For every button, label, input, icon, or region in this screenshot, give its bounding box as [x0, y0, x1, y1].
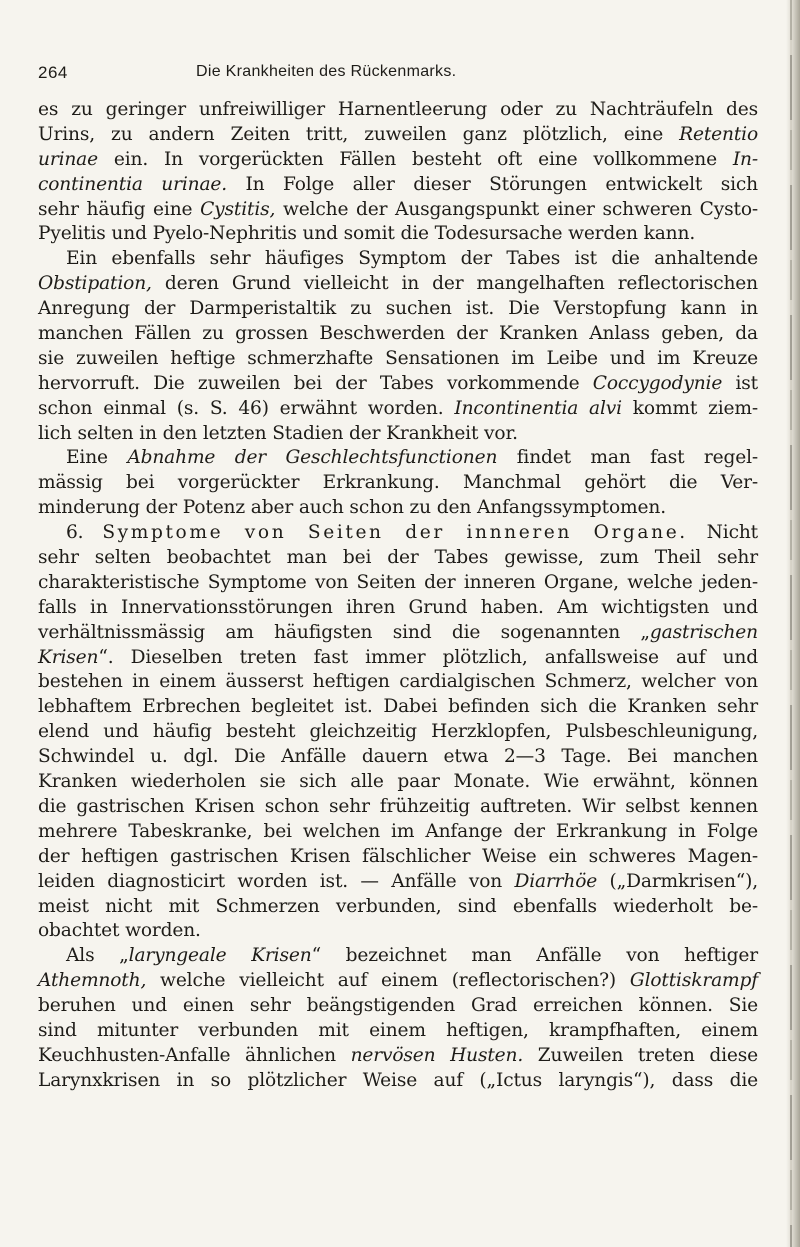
page-edge-shadow — [786, 0, 800, 1247]
text-line: meist nicht mit Schmerzen verbunden, sind ebenfalls wiederholt be- — [38, 895, 758, 917]
text-line: die gastrischen Krisen schon sehr frühzeitig auftreten. Wir selbst kennen — [38, 795, 758, 817]
text-line: urinae ein. In vorgerückten Fällen besteht oft eine vollkommene In- — [38, 148, 758, 170]
text-line: continentia urinae. In Folge aller dieser Störungen entwickelt sich — [38, 173, 758, 195]
text-line: beruhen und einen sehr beängstigenden Grad erreichen können. Sie — [38, 995, 758, 1017]
text-line: sehr selten beobachtet man bei der Tabes gewisse, zum Theil sehr — [38, 547, 758, 569]
text-line: hervorruft. Die zuweilen bei der Tabes vorkommende Coccygodynie ist — [38, 372, 758, 394]
text-line: mehrere Tabeskranke, bei welchen im Anfange der Erkrankung in Folge — [38, 820, 758, 842]
text-line: Keuchhusten-Anfalle ähnlichen nervösen Husten. Zuweilen treten diese — [38, 1044, 758, 1066]
text-line: Athemnoth, welche vielleicht auf einem (reflectorischen?) Glottiskrampf — [38, 970, 758, 992]
text-line: charakteristische Symptome von Seiten der inneren Organe, welche jeden- — [38, 571, 758, 593]
text-line: verhältnissmässig am häufigsten sind die sogenannten „gastrischen — [38, 621, 758, 643]
text-line: lebhaftem Erbrechen begleitet ist. Dabei befinden sich die Kranken sehr — [38, 696, 758, 718]
text-line: minderung der Potenz aber auch schon zu den Anfangssymptomen. — [38, 497, 666, 519]
text-line: Krisen“. Dieselben treten fast immer plötzlich, anfallsweise auf und — [38, 646, 758, 668]
text-line: es zu geringer unfreiwilliger Harnentleerung oder zu Nachträufeln des — [38, 99, 758, 120]
text-line: lich selten in den letzten Stadien der Krankheit vor. — [38, 422, 518, 444]
text-line: der heftigen gastrischen Krisen fälschlicher Weise ein schweres Magen- — [38, 845, 758, 867]
text-line: Obstipation, deren Grund vielleicht in der mangelhaften reflectorischen — [38, 273, 758, 295]
text-line: bestehen in einem äusserst heftigen cardialgischen Schmerz, welcher von — [38, 671, 758, 693]
running-head: Die Krankheiten des Rückenmarks. — [196, 63, 457, 80]
text-line: elend und häufig besteht gleichzeitig Herzklopfen, Pulsbeschleunigung, — [38, 721, 758, 743]
text-line: mässig bei vorgerückter Erkrankung. Manchmal gehört die Ver- — [38, 472, 758, 494]
text-line: schon einmal (s. S. 46) erwähnt worden. Incontinentia alvi kommt ziem- — [38, 397, 758, 419]
text-line: falls in Innervationsstörungen ihren Grund haben. Am wichtigsten und — [38, 596, 758, 618]
text-line: Larynxkrisen in so plötzlicher Weise auf („Ictus laryngis“), dass die — [38, 1069, 758, 1091]
text-line: obachtet worden. — [38, 920, 201, 942]
text-line: Ein ebenfalls sehr häufiges Symptom der Tabes ist die anhaltende — [66, 248, 758, 270]
text-line: Kranken wiederholen sie sich alle paar Monate. Wie erwähnt, können — [38, 771, 758, 793]
text-line: Anregung der Darmperistaltik zu suchen ist. Die Verstopfung kann in — [38, 298, 758, 320]
text-line: Urins, zu andern Zeiten tritt, zuweilen ganz plötzlich, eine Retentio — [38, 123, 758, 145]
text-line: Eine Abnahme der Geschlechtsfunctionen findet man fast regel- — [66, 447, 758, 469]
text-line: sie zuweilen heftige schmerzhafte Sensationen im Leibe und im Kreuze — [38, 347, 758, 369]
section-heading-line: 6. Symptome von Seiten der innneren Organe. Nicht — [66, 522, 759, 544]
section-heading: Symptome von Seiten der innneren Organe. — [102, 522, 688, 544]
text-line: sehr häufig eine Cystitis, welche der Ausgangspunkt einer schweren Cysto- — [38, 198, 758, 220]
text-line: leiden diagnosticirt worden ist. — Anfälle von Diarrhöe („Darmkrisen“), — [38, 870, 758, 892]
page-header — [38, 63, 758, 85]
text-line: sind mitunter verbunden mit einem heftigen, krampfhaften, einem — [38, 1019, 758, 1041]
text-line: Als „laryngeale Krisen“ bezeichnet man Anfälle von heftiger — [66, 945, 758, 967]
text-line: Schwindel u. dgl. Die Anfälle dauern etwa 2—3 Tage. Bei manchen — [38, 746, 758, 768]
text-line: Pyelitis und Pyelo-Nephritis und somit die Todesursache werden kann. — [38, 223, 696, 245]
text-line: manchen Fällen zu grossen Beschwerden der Kranken Anlass geben, da — [38, 323, 758, 345]
body-text — [38, 98, 758, 1094]
page-number: 264 — [38, 63, 68, 82]
